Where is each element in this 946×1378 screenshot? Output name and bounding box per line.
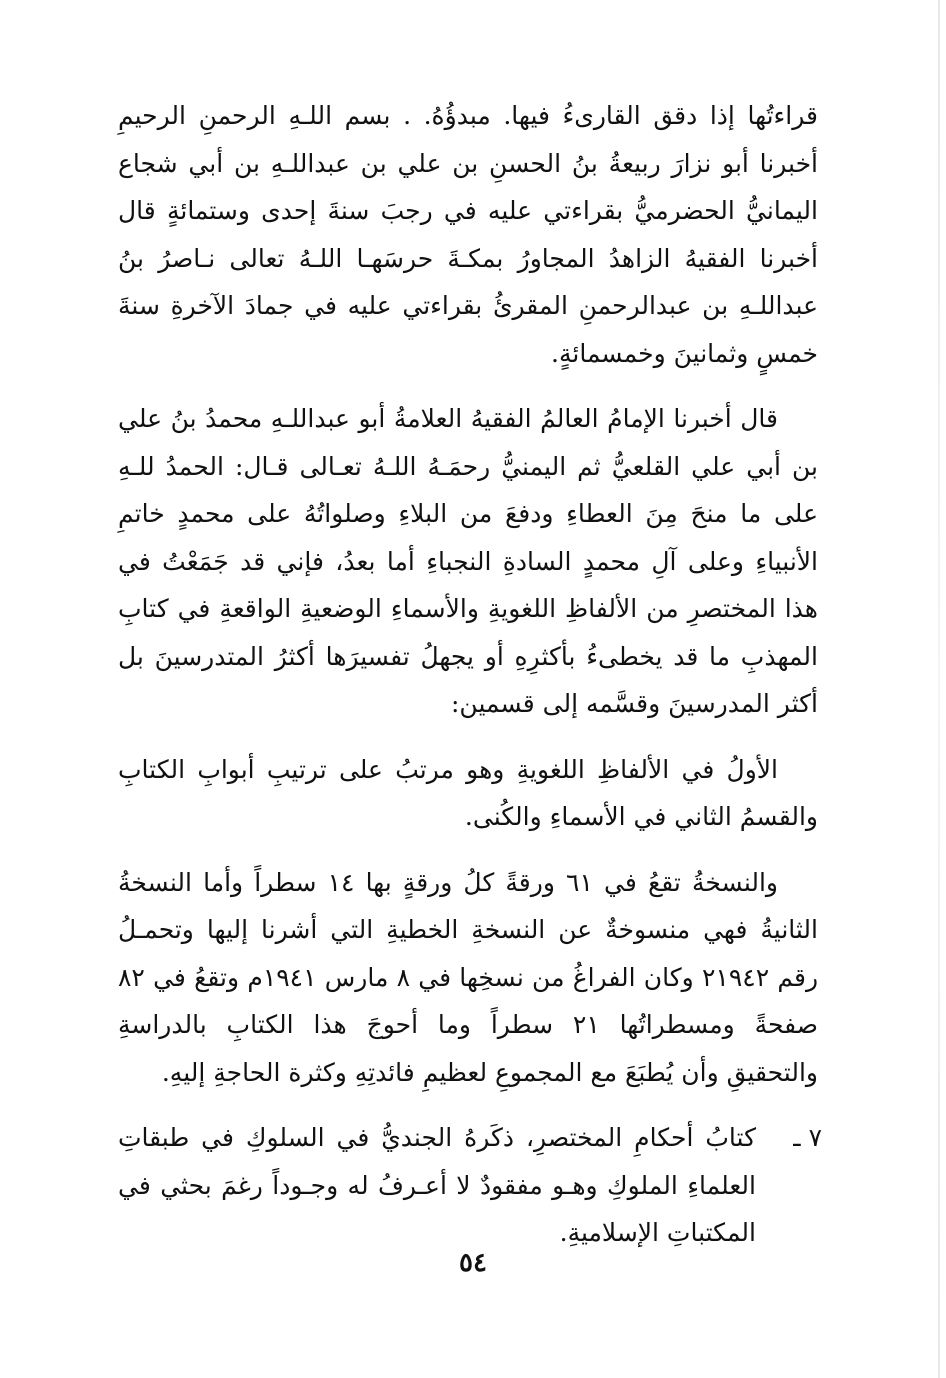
list-item-marker: ٧ ـ bbox=[793, 1123, 822, 1152]
scan-edge bbox=[938, 0, 940, 1378]
page-number: ٥٤ bbox=[459, 1248, 487, 1278]
paragraph-author-preface: قال أخبرنا الإمامُ العالمُ الفقيهُ العلامةُ أبو عبداللـهِ محمدُ بنُ علي بن أبي علي القلعيُّ ثم اليمنيُّ رحمَـهُ اللـهُ تعـالى قـال: الحمدُ للـهِ على ما منحَ مِنَ العطاءِ ودفعَ من البلاءِ وصلواتُهُ على محمدٍ خاتمِ الأنبياءِ وعلى آلِ محمدٍ السادةِ النجباءِ أما بعدُ، فإني قد جَمَعْتُ في هذا المختصرِ من الألفاظِ اللغويةِ والأسماءِ الوضعيةِ الواقعةِ في كتابِ المهذبِ ما قد يخطىءُ بأكثرِهِ أو يجهلُ تفسيرَها أكثرُ المتدرسينَ بل أكثر المدرسينَ وقسَّمه إلى قسمين: bbox=[118, 404, 818, 718]
list-item-text: كتابُ أحكامِ المختصرِ، ذكَرهُ الجنديُّ في السلوكِ في طبقاتِ العلماءِ الملوكِ وهـو مفقودٌ لا أعـرفُ له وجـوداً رغمَ بحثي في المكتباتِ الإسلاميةِ. bbox=[118, 1123, 756, 1247]
paragraph-manuscripts: والنسخةُ تقعُ في ٦١ ورقةً كلُ ورقةٍ بها ١٤ سطراً وأما النسخةُ الثانيةُ فهي منسوخةٌ عن النسخةِ الخطيةِ التي أشرنا إليها وتحمـلُ رقم ٢١٩٤٢ وكان الفراغُ من نسخِها في ٨ مارس ١٩٤١م وتقعُ في ٨٢ صفحةً ومسطراتُها ٢١ سطراً وما أحوجَ هذا الكتابِ بالدراسةِ والتحقيقِ وأن يُطبَعَ مع المجموعِ لعظيمِ فائدتِهِ وكثرة الحاجةِ إليهِ. bbox=[118, 867, 819, 1087]
paragraph-sections: الأولُ في الألفاظِ اللغويةِ وهو مرتبُ على ترتيبِ أبوابِ الكتابِ والقسمُ الثاني في الأسماءِ والكُنى. bbox=[118, 754, 818, 831]
body-text bbox=[118, 92, 822, 1257]
list-item bbox=[118, 1114, 822, 1257]
paragraph-opening: قراءتُها إذا دقق القارىءُ فيها. مبدؤُهُ. . بسم اللـهِ الرحمنِ الرحيمِ أخبرنا أبو نزارَ ربيعةُ بنُ الحسنِ بن علي بن عبداللـهِ بن أبي شجاع اليمانيُّ الحضرميُّ بقراءتي عليه في رجبَ سنةَ إحدى وستمائةٍ قال أخبرنا الفقيهُ الزاهدُ المجاورُ بمكـةَ حرسَهـا اللـهُ تعالى نـاصرُ بنُ عبداللـهِ بن عبدالرحمنِ المقرئُ بقراءتي عليه في جمادَ الآخرةِ سنةَ خمسٍ وثمانينَ وخمسمائةٍ. bbox=[118, 101, 818, 368]
